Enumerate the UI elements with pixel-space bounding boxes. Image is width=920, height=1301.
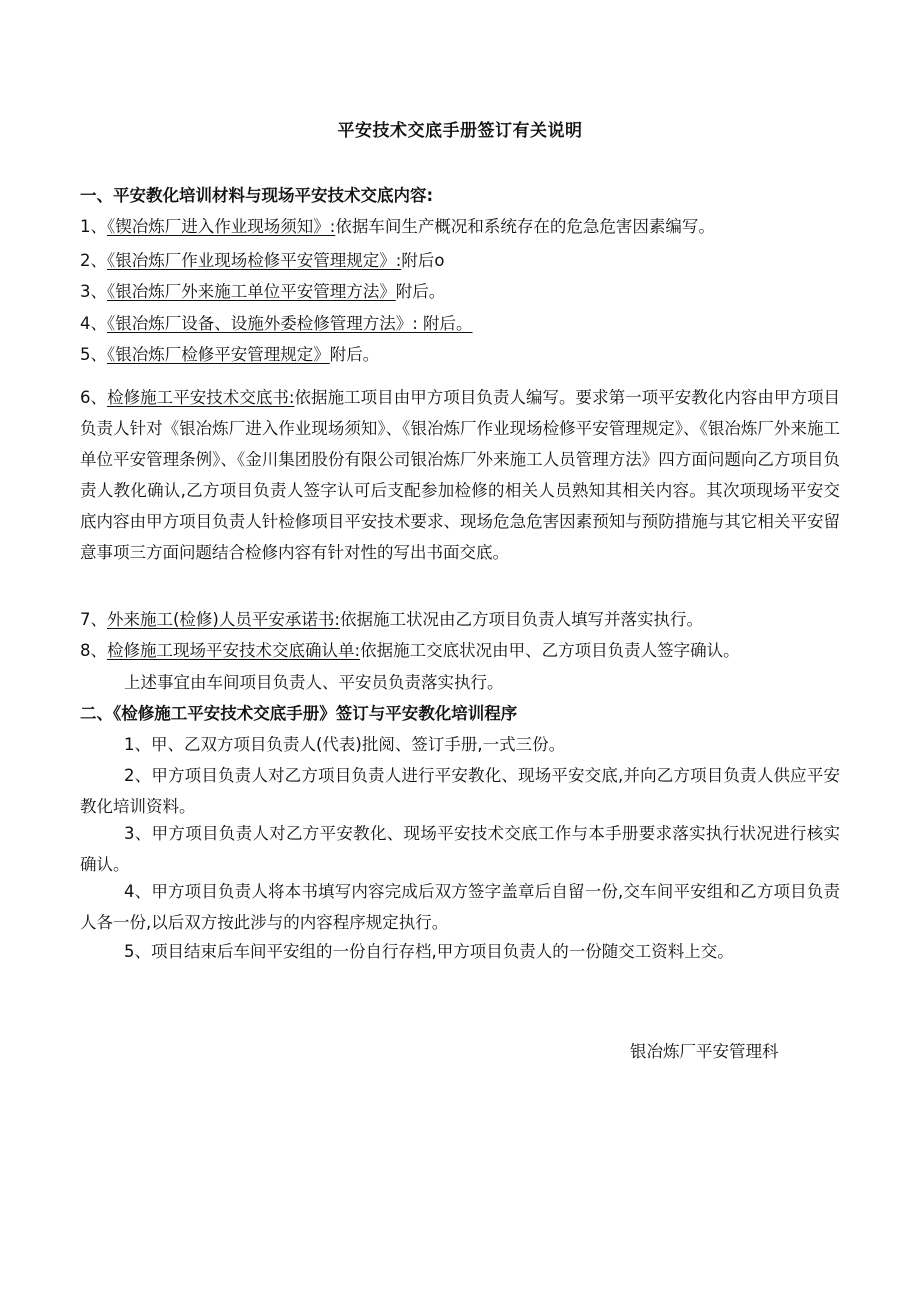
list-item: 4、甲方项目负责人将本书填写内容完成后双方签字盖章后自留一份,交车间平安组和乙方项目负责人各一份,以后双方按此涉与的内容程序规定执行。	[80, 882, 840, 932]
list-item	[80, 609, 703, 631]
document-name: 检修施工现场平安技术交底确认单:	[107, 641, 361, 660]
list-item	[80, 250, 444, 272]
list-item	[80, 313, 473, 335]
item-description: 依据施工状况由乙方项目负责人填写并落实执行。	[339, 610, 703, 629]
section-1-closing: 上述事宜由车间项目负责人、平安员负责落实执行。	[124, 673, 504, 692]
list-item	[80, 344, 379, 366]
list-item: 2、甲方项目负责人对乙方项目负责人进行平安教化、现场平安交底,并向乙方项目负责人供应平安教化培训资料。	[80, 766, 840, 816]
list-item: 3、甲方项目负责人对乙方平安教化、现场平安技术交底工作与本手册要求落实执行状况进行核实确认。	[80, 824, 840, 874]
item-number: 3、	[80, 282, 107, 301]
item-number: 5、	[80, 345, 107, 364]
document-name: 《银冶炼厂设备、设施外委检修管理方法》: 附后。	[107, 314, 473, 333]
item-number: 7、	[80, 610, 107, 629]
item-description: 依据施工项目由甲方项目负责人编写。要求第一项平安教化内容由甲方项目负责人针对《银冶炼厂进入作业现场须知》、《银冶炼厂作业现场检修平安管理规定》、《银冶炼厂外来施工单位平安管理条例》、《金川集团股份有限公司银冶炼厂外来施工人员管理方法》四方面问题向乙方项目负责人教化确认,乙方项目负责人签字认可后支配参加检修的相关人员熟知其相关内容。其次项现场平安交底内容由甲方项目负责人针检修项目平安技术要求、现场危急危害因素预知与预防措施与其它相关平安留意事项三方面问题结合检修内容有针对性的写出书面交底。	[80, 388, 840, 562]
list-item	[80, 216, 715, 238]
list-item	[80, 281, 445, 303]
item-description: 附后o	[401, 251, 445, 270]
item-number: 1、	[80, 217, 107, 236]
document-name: 《银冶炼厂作业现场检修平安管理规定》:	[107, 251, 402, 270]
list-item	[80, 640, 740, 662]
list-item: 5、项目结束后车间平安组的一份自行存档,甲方项目负责人的一份随交工资料上交。	[124, 942, 734, 961]
item-number: 6、	[80, 388, 108, 407]
item-description: 依据施工交底状况由甲、乙方项目负责人签字确认。	[360, 641, 740, 660]
section-1-heading: 一、平安教化培训材料与现场平安技术交底内容:	[80, 186, 434, 205]
list-item: 1、甲、乙双方项目负责人(代表)批阅、签订手册,一式三份。	[124, 735, 566, 754]
document-name: 《银冶炼厂检修平安管理规定》	[107, 345, 330, 364]
item-description: 依据车间生产概况和系统存在的危急危害因素编写。	[335, 217, 715, 236]
document-name: 外来施工(检修)人员平安承诺书:	[107, 610, 340, 629]
item-description: 附后。	[329, 345, 380, 364]
document-name: 《银冶炼厂外来施工单位平安管理方法》	[107, 282, 396, 301]
list-item	[80, 382, 840, 568]
item-number: 4、	[80, 314, 107, 333]
document-name: 检修施工平安技术交底书:	[107, 388, 295, 407]
page-title: 平安技术交底手册签订有关说明	[337, 121, 583, 141]
item-number: 8、	[80, 641, 107, 660]
section-2-heading: 二、《检修施工平安技术交底手册》签订与平安教化培训程序	[80, 704, 518, 723]
item-description: 附后。	[395, 282, 446, 301]
signature-department: 银冶炼厂平安管理科	[630, 1042, 779, 1061]
document-name: 《锲冶炼厂进入作业现场须知》:	[107, 217, 336, 236]
item-number: 2、	[80, 251, 107, 270]
